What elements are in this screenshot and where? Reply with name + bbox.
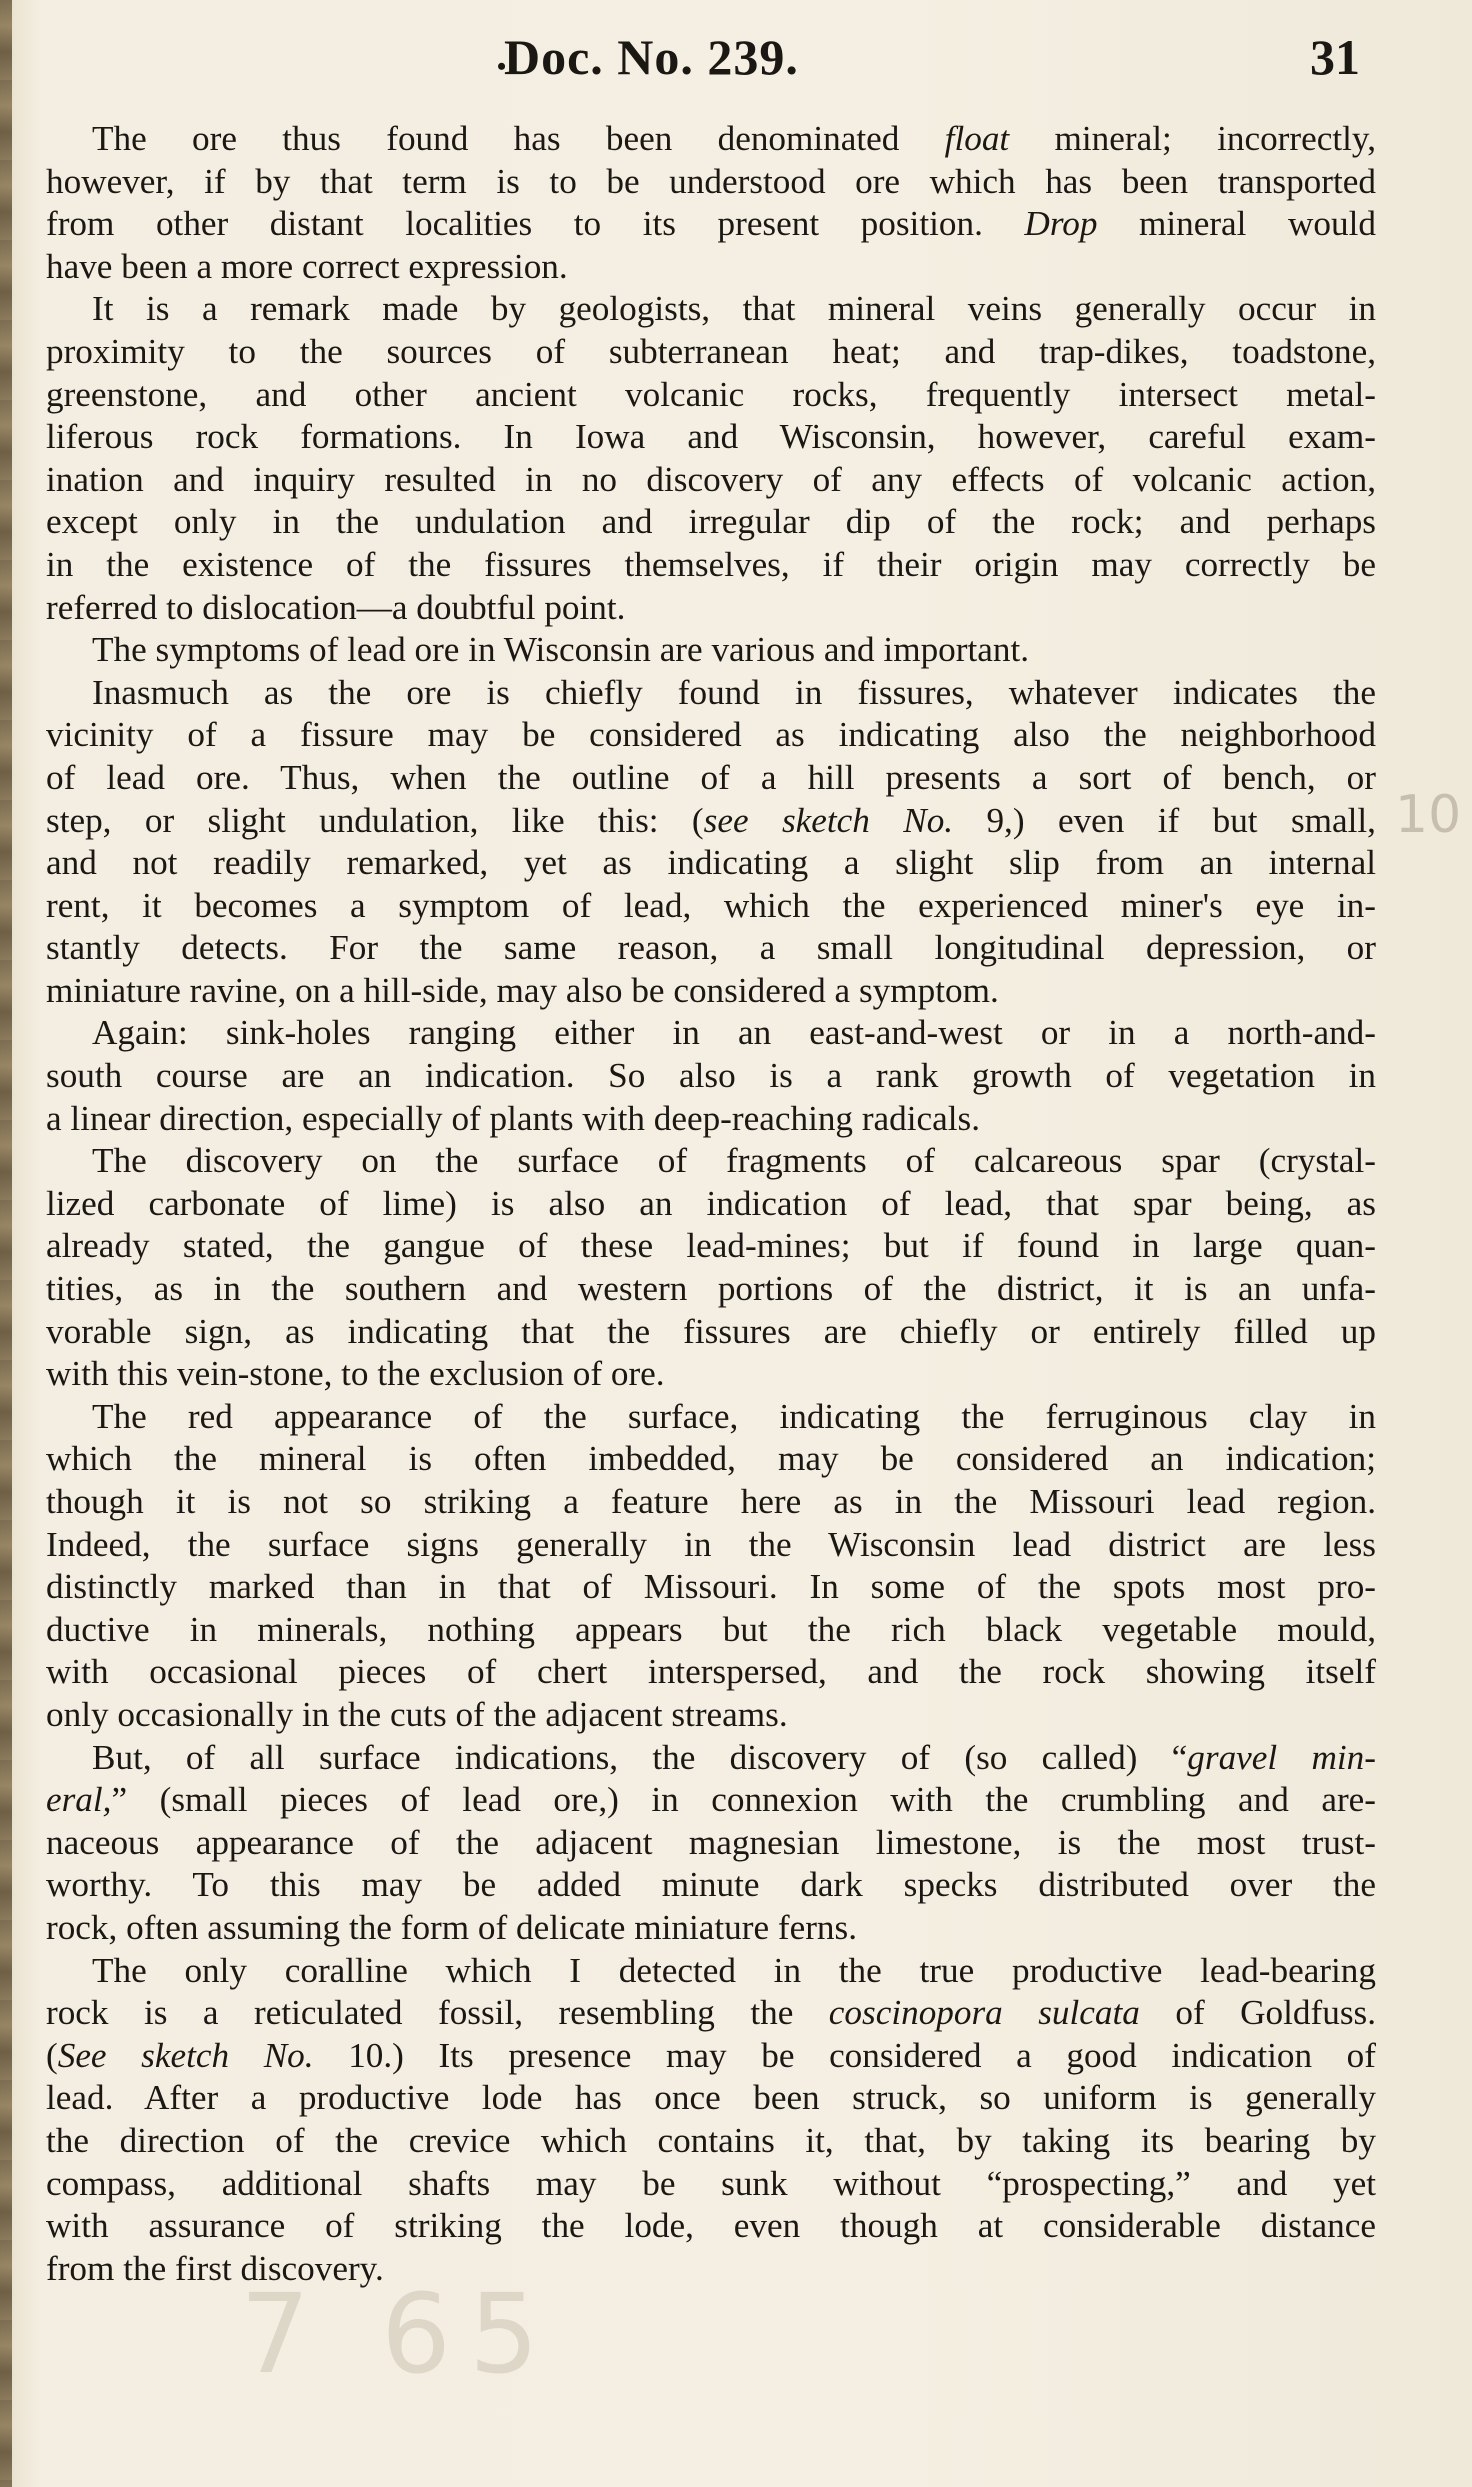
text-line: ination and inquiry resulted in no discovery of any effects of volcanic action, — [46, 459, 1376, 499]
text-line: The symptoms of lead ore in Wisconsin are various and important. — [92, 630, 1030, 670]
header-ornament: • — [497, 52, 507, 81]
text-line: But, of all surface indications, the discovery of (so called) “gravel min- — [92, 1737, 1376, 1777]
text-line: compass, additional shafts may be sunk without “prospecting,” and yet — [46, 2163, 1376, 2203]
text-line: with this vein-stone, to the exclusion of ore. — [46, 1354, 665, 1394]
body-text — [46, 118, 1376, 2290]
text-line: proximity to the sources of subterranean heat; and trap-dikes, toadstone, — [46, 331, 1376, 371]
text-line: from other distant localities to its present position. Drop mineral would — [46, 204, 1376, 244]
text-line: (See sketch No. 10.) Its presence may be considered a good indication of — [46, 2035, 1376, 2075]
text-line: The discovery on the surface of fragments of calcareous spar (crystal- — [92, 1141, 1376, 1181]
text-line: vorable sign, as indicating that the fissures are chiefly or entirely filled up — [46, 1311, 1376, 1351]
text-line: and not readily remarked, yet as indicating a slight slip from an internal — [46, 843, 1376, 883]
text-line: though it is not so striking a feature here as in the Missouri lead region. — [46, 1482, 1376, 1521]
text-line: The only coralline which I detected in the true productive lead-bearing — [92, 1950, 1376, 1990]
text-line: eral,” (small pieces of lead ore,) in connexion with the crumbling and are- — [46, 1780, 1376, 1820]
text-line: ductive in minerals, nothing appears but the rich black vegetable mould, — [46, 1609, 1376, 1649]
text-line: distinctly marked than in that of Missouri. In some of the spots most pro- — [46, 1567, 1376, 1607]
text-line: the direction of the crevice which contains it, that, by taking its bearing by — [46, 2120, 1376, 2160]
text-line: a linear direction, especially of plants with deep-reaching radicals. — [46, 1098, 981, 1138]
text-line: step, or slight undulation, like this: (see sketch No. 9,) even if but small, — [46, 800, 1376, 840]
page-header — [0, 28, 1472, 108]
text-line: Again: sink-holes ranging either in an east-and-west or in a north-and- — [92, 1013, 1376, 1053]
text-line: however, if by that term is to be understood ore which has been transported — [46, 161, 1376, 201]
text-line: lead. After a productive lode has once been struck, so uniform is generally — [46, 2078, 1376, 2118]
text-line: The ore thus found has been denominated float mineral; incorrectly, — [92, 119, 1376, 158]
text-line: from the first discovery. — [46, 2248, 384, 2288]
text-line: tities, as in the southern and western portions of the district, it is an unfa- — [46, 1269, 1376, 1309]
text-line: in the existence of the fissures themselves, if their origin may correctly be — [46, 544, 1376, 584]
text-line: liferous rock formations. In Iowa and Wisconsin, however, careful exam- — [46, 417, 1376, 457]
text-line: rock is a reticulated fossil, resembling the coscinopora sulcata of Goldfuss. — [46, 1993, 1377, 2033]
text-line: It is a remark made by geologists, that mineral veins generally occur in — [92, 289, 1376, 329]
text-line: already stated, the gangue of these lead-mines; but if found in large quan- — [46, 1226, 1376, 1266]
text-line: rent, it becomes a symptom of lead, which the experienced miner's eye in- — [46, 885, 1376, 925]
page-number: 31 — [1310, 29, 1360, 85]
text-line: Indeed, the surface signs generally in the Wisconsin lead district are less — [46, 1524, 1376, 1564]
text-line: referred to dislocation—a doubtful point. — [46, 587, 626, 627]
text-line: worthy. To this may be added minute dark specks distributed over the — [46, 1865, 1376, 1905]
text-line: greenstone, and other ancient volcanic rocks, frequently intersect metal- — [46, 374, 1376, 414]
text-line: stantly detects. For the same reason, a small longitudinal depression, or — [46, 928, 1376, 968]
text-line: rock, often assuming the form of delicate miniature ferns. — [46, 1907, 857, 1947]
text-line: vicinity of a fissure may be considered as indicating also the neighborhood — [46, 715, 1376, 755]
text-line: of lead ore. Thus, when the outline of a hill presents a sort of bench, or — [46, 757, 1376, 797]
text-line: with occasional pieces of chert interspersed, and the rock showing itself — [46, 1652, 1376, 1692]
text-line: naceous appearance of the adjacent magnesian limestone, is the most trust- — [46, 1822, 1376, 1862]
text-line: except only in the undulation and irregular dip of the rock; and perhaps — [46, 502, 1376, 542]
document-number: Doc. No. 239. — [504, 29, 799, 85]
text-line: The red appearance of the surface, indicating the ferruginous clay in — [92, 1396, 1376, 1436]
text-line: have been a more correct expression. — [46, 246, 568, 286]
text-line: only occasionally in the cuts of the adjacent streams. — [46, 1694, 788, 1734]
text-line: miniature ravine, on a hill-side, may also be considered a symptom. — [46, 970, 999, 1010]
bottom-pencil-note: 7 65 — [240, 2270, 557, 2398]
text-line: with assurance of striking the lode, even though at considerable distance — [46, 2206, 1376, 2246]
book-spine-edge — [0, 0, 12, 2487]
text-line: lized carbonate of lime) is also an indication of lead, that spar being, as — [46, 1183, 1376, 1223]
margin-pencil-note: 10 — [1395, 785, 1462, 845]
text-line: which the mineral is often imbedded, may be considered an indication; — [46, 1439, 1376, 1479]
text-line: Inasmuch as the ore is chiefly found in fissures, whatever indicates the — [92, 672, 1376, 712]
text-line: south course are an indication. So also is a rank growth of vegetation in — [46, 1056, 1376, 1096]
